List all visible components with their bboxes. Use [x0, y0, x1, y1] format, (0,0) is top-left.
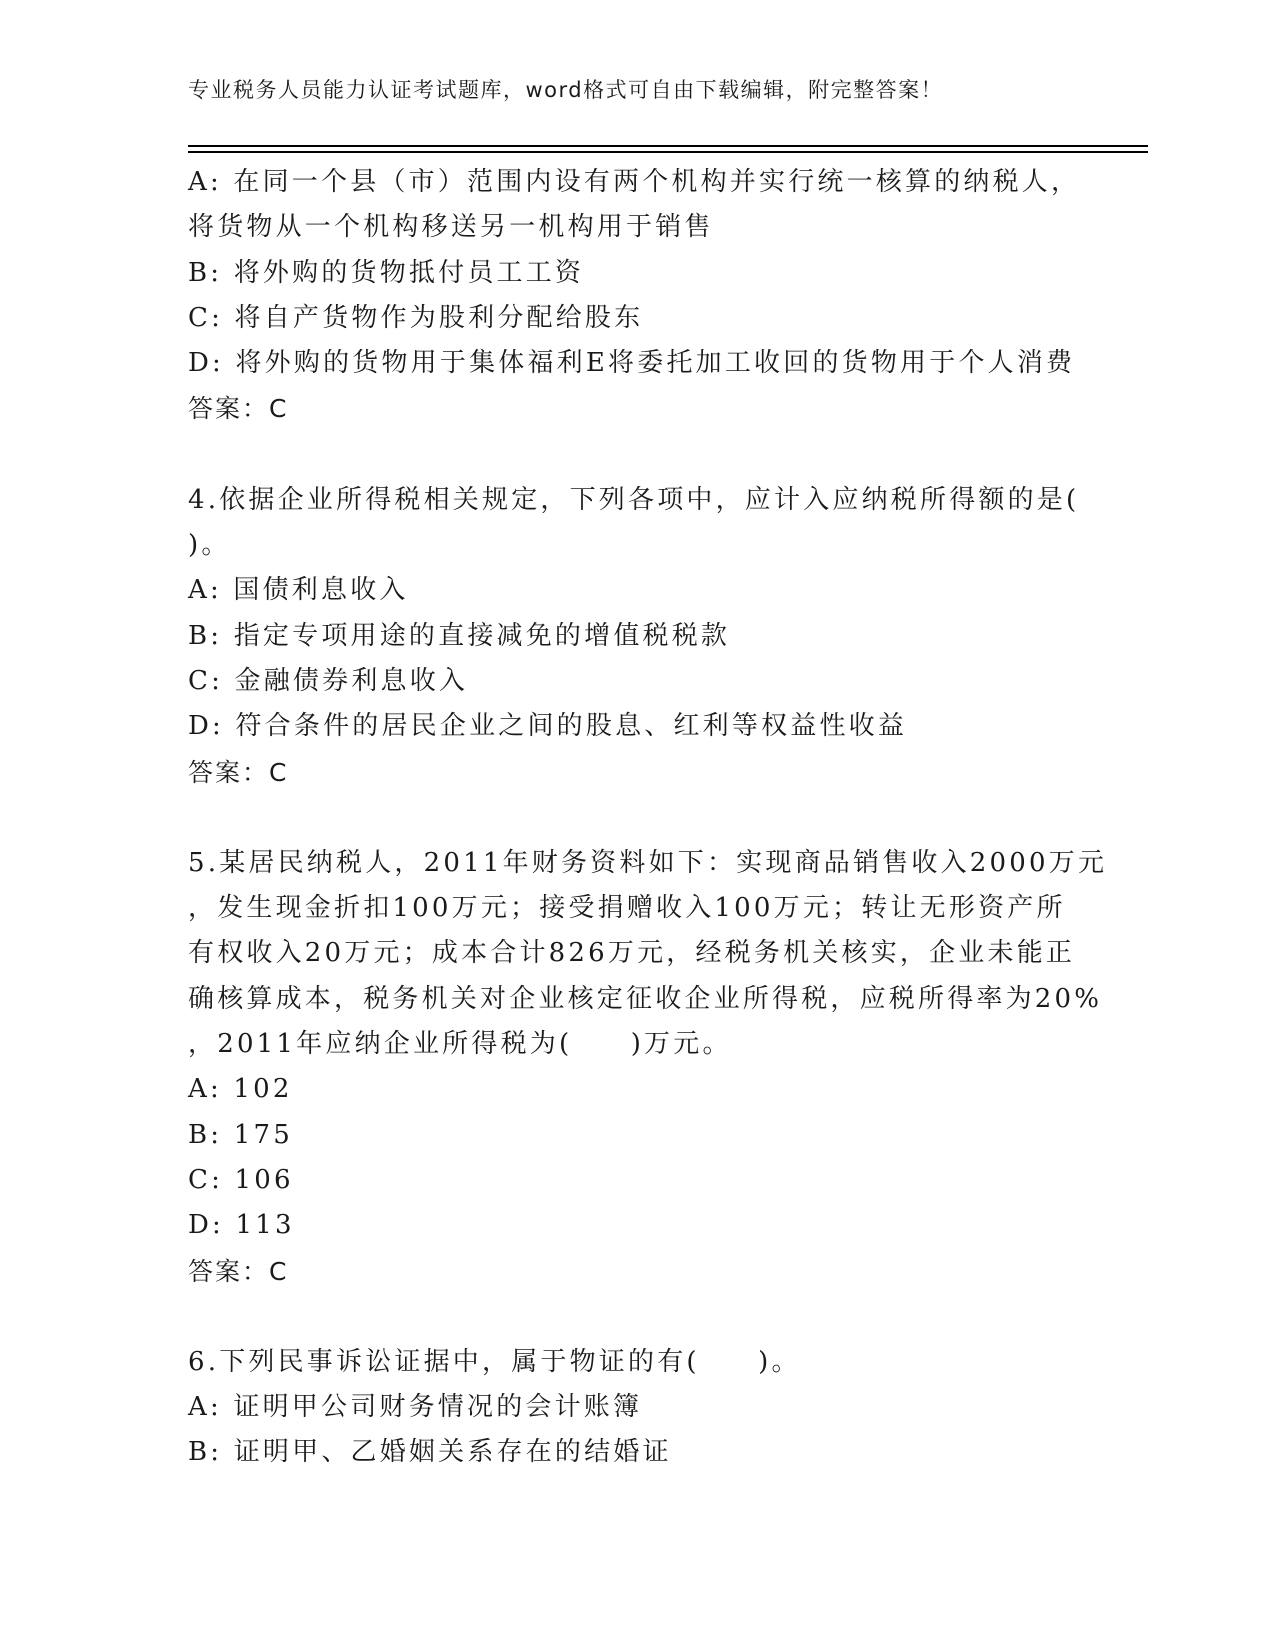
option-c: C: 金融债券利息收入 — [188, 665, 469, 696]
option-a-line-1: A: 在同一个县（市）范围内设有两个机构并实行统一核算的纳税人， — [188, 167, 1081, 197]
option-b: B: 将外购的货物抵付员工工资 — [188, 257, 585, 288]
question-3 — [188, 160, 1088, 432]
option-a: A: 证明甲公司财务情况的会计账簿 — [188, 1392, 643, 1423]
option-b: B: 证明甲、乙婚姻关系存在的结婚证 — [188, 1437, 672, 1468]
question-6 — [188, 1340, 1088, 1476]
page-header: 专业税务人员能力认证考试题库，word格式可自由下载编辑，附完整答案！ — [188, 78, 944, 102]
question-5 — [188, 841, 1108, 1294]
question-stem-line-2: ，发生现金折扣100万元；接受捐赠收入100万元；转让无形资产所 — [188, 893, 1066, 924]
option-d: D: 符合条件的居民企业之间的股息、红利等权益性收益 — [188, 711, 908, 742]
option-d: D: 将外购的货物用于集体福利E将委托加工收回的货物用于个人消费 — [188, 348, 1076, 379]
spacer — [188, 432, 1088, 478]
answer: 答案：C — [188, 1256, 289, 1286]
option-b: B: 指定专项用途的直接减免的增值税税款 — [188, 620, 731, 651]
header-rule-top — [188, 145, 1148, 147]
spacer — [188, 795, 1088, 841]
option-c: C: 将自产货物作为股利分配给股东 — [188, 302, 644, 333]
answer: 答案：C — [188, 757, 289, 787]
header-rule-bottom — [188, 151, 1148, 153]
option-c: C: 106 — [188, 1164, 294, 1195]
spacer — [188, 1294, 1088, 1340]
option-a: A: 102 — [188, 1074, 293, 1105]
option-a-line-2: 将货物从一个机构移送另一机构用于销售 — [188, 212, 714, 243]
question-4 — [188, 478, 1088, 795]
option-b: B: 175 — [188, 1119, 293, 1150]
option-d: D: 113 — [188, 1210, 295, 1241]
answer: 答案：C — [188, 394, 289, 424]
question-stem-line-2: )。 — [188, 530, 231, 561]
question-stem-line-1: 6.下列民事诉讼证据中，属于物证的有( )。 — [188, 1346, 801, 1377]
question-stem-line-1: 4.依据企业所得税相关规定，下列各项中，应计入应纳税所得额的是( — [188, 484, 1080, 515]
question-stem-line-1: 5.某居民纳税人，2011年财务资料如下：实现商品销售收入2000万元 — [188, 847, 1108, 878]
question-stem-line-4: 确核算成本，税务机关对企业核定征收企业所得税，应税所得率为20% — [188, 983, 1103, 1014]
question-stem-line-5: ，2011年应纳企业所得税为( )万元。 — [188, 1029, 732, 1060]
document-body — [188, 160, 1108, 1476]
option-a: A: 国债利息收入 — [188, 575, 409, 606]
question-stem-line-3: 有权收入20万元；成本合计826万元，经税务机关核实，企业未能正 — [188, 938, 1076, 969]
